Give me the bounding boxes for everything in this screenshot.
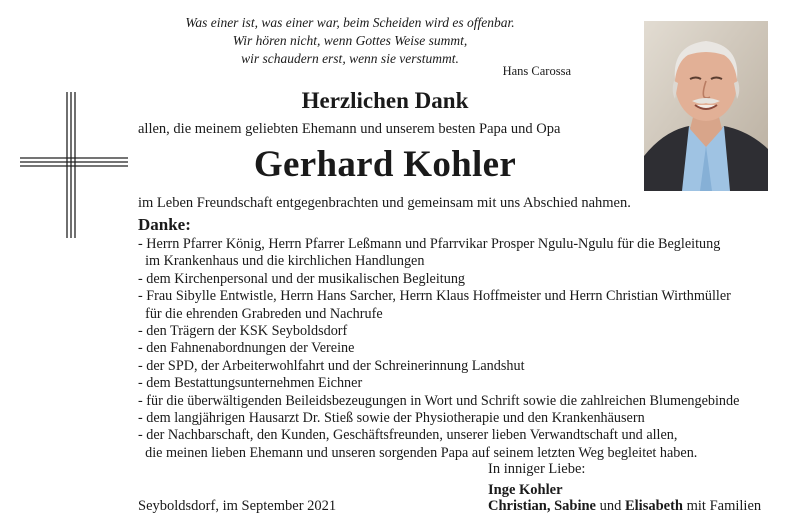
signoff-text: In inniger Liebe: [488,461,586,477]
poem-line: wir schaudern erst, wenn sie verstummt. [241,51,459,66]
poem-verse [130,14,570,68]
signature-child-last: Elisabeth [624,498,683,514]
signature-children: Christian, Sabine [488,498,596,514]
list-item: - der SPD, der Arbeiterwohlfahrt und der Schreinerinnung Landshut [138,357,525,374]
portrait-photo [644,21,768,191]
thanks-title: Herzlichen Dank [301,88,469,113]
place-date: Seyboldsdorf, im September 2021 [138,498,337,514]
list-item: - der Nachbarschaft, den Kunden, Geschäftsfreunden, unserer lieben Verwandtschaft und allen, [138,427,678,444]
deceased-name: Gerhard Kohler [253,144,517,185]
poem-line: Wir hören nicht, wenn Gottes Weise summt, [232,33,468,48]
list-item: - für die überwältigenden Beileidsbezeugungen in Wort und Schrift sowie die zahlreichen Blumengebinde [138,392,740,409]
list-item: - dem Kirchenpersonal und der musikalischen Begleitung [138,270,466,287]
poem-line: Was einer ist, was einer war, beim Scheiden wird es offenbar. [185,15,515,30]
list-item: die meinen lieben Ehemann und unseren sorgenden Papa auf seinem letzten Weg begleitet haben. [138,444,698,461]
cross-icon [18,90,130,240]
danke-heading: Danke: [138,215,191,234]
poem-author: Hans Carossa [502,64,571,78]
list-item: - dem Bestattungsunternehmen Eichner [138,375,363,392]
list-item: im Krankenhaus und die kirchlichen Handlungen [138,253,425,270]
list-item: - den Trägern der KSK Seyboldsdorf [138,323,348,340]
list-item: - Frau Sibylle Entwistle, Herrn Hans Sarcher, Herrn Klaus Hoffmeister und Herrn Christian Wirthmüller [138,288,731,305]
intro-text: allen, die meinem geliebten Ehemann und unserem besten Papa und Opa [138,121,561,137]
signature-and: und [599,498,622,514]
list-item: - dem langjährigen Hausarzt Dr. Stieß sowie der Physiotherapie und den Krankenhäusern [138,410,645,427]
list-item: für die ehrenden Grabreden und Nachrufe [138,305,383,322]
signature-families: mit Familien [686,498,762,514]
signature-name-primary: Inge Kohler [488,482,563,498]
life-text: im Leben Freundschaft entgegenbrachten und gemeinsam mit uns Abschied nahmen. [138,195,631,211]
list-item: - Herrn Pfarrer König, Herrn Pfarrer Leßmann und Pfarrvikar Prosper Ngulu-Ngulu für die Begleitung [138,236,721,252]
thanks-list [138,236,739,462]
list-item: - den Fahnenabordnungen der Vereine [138,340,355,357]
signature-names-family [488,498,761,515]
